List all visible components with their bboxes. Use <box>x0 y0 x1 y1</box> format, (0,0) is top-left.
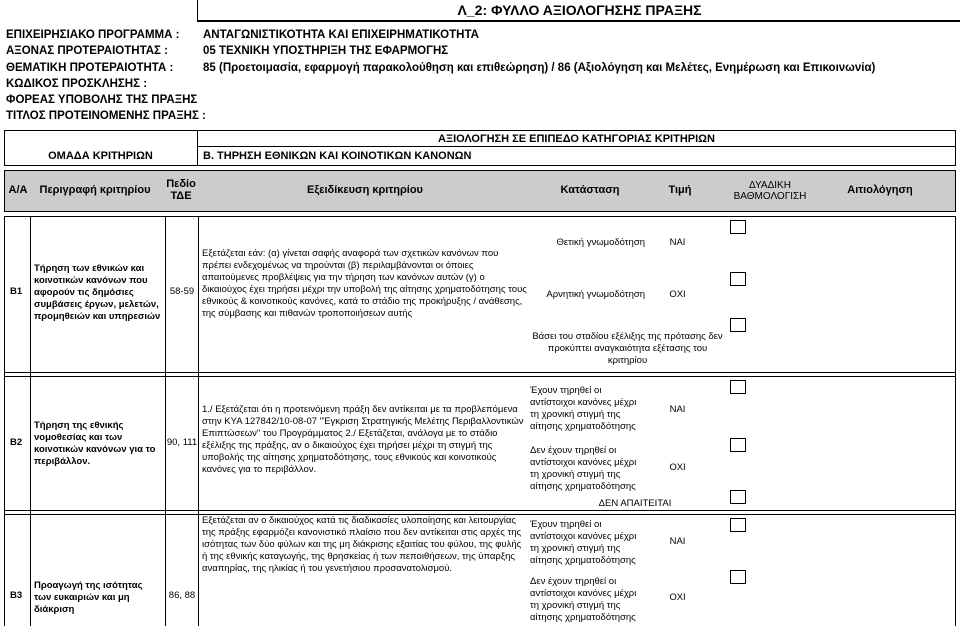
row-b3-status-not-kept: Δεν έχουν τηρηθεί οι αντίστοιχοι κανόνες μέχρι τη χρονική στιγμή της αίτησης χρηματοδότησης <box>530 576 637 623</box>
col-aa: Α/Α <box>8 184 28 196</box>
meta-label-axis: ΑΞΟΝΑΣ ΠΡΟΤΕΡΑΙΟΤΗΤΑΣ : <box>6 45 168 57</box>
row-b1-value-no: ΟΧΙ <box>669 289 686 300</box>
row-b1-status-negative: Αρνητική γνωμοδότηση <box>546 289 645 300</box>
row-b2-status-kept: Έχουν τηρηθεί οι αντίστοιχοι κανόνες μέχρι τη χρονική στιγμή της αίτησης χρηματοδότησης <box>530 385 637 432</box>
col-status: Κατάσταση <box>560 184 620 196</box>
row-b3-value-no: ΟΧΙ <box>669 592 686 603</box>
col-binary-score: ΔΥΑΔΙΚΗ ΒΑΘΜΟΛΟΓΙΣΗ <box>733 180 807 202</box>
row-b1-status-positive: Θετική γνωμοδότηση <box>556 237 645 248</box>
row-b2-value-yes: ΝΑΙ <box>669 404 686 415</box>
row-b1-checkbox-na[interactable] <box>730 318 746 332</box>
row-b1-code: Β1 <box>10 286 23 297</box>
col-field: Πεδίο ΤΔΕ <box>166 178 196 202</box>
meta-label-title: ΤΙΤΛΟΣ ΠΡΟΤΕΙΝΟΜΕΝΗΣ ΠΡΑΞΗΣ : <box>6 110 206 122</box>
row-b3-description: Προαγωγή της ισότητας των ευκαιριών και μη διάκριση <box>34 580 143 615</box>
meta-value-axis: 05 ΤΕΧΝΙΚΗ ΥΠΟΣΤΗΡΙΞΗ ΤΗΣ ΕΦΑΡΜΟΓΗΣ <box>203 45 449 57</box>
row-b2-checkbox-na[interactable] <box>730 490 746 504</box>
row-b3-status-kept: Έχουν τηρηθεί οι αντίστοιχοι κανόνες μέχρι τη χρονική στιγμή της αίτησης χρηματοδότησης <box>530 519 637 566</box>
meta-label-program: ΕΠΙΧΕΙΡΗΣΙΑΚΟ ΠΡΟΓΡΑΜΜΑ : <box>6 29 180 41</box>
row-b3-code: Β3 <box>10 590 23 601</box>
row-b2-status-not-kept: Δεν έχουν τηρηθεί οι αντίστοιχοι κανόνες μέχρι τη χρονική στιγμή της αίτησης χρηματοδότησης <box>530 445 637 492</box>
row-b2-status-not-required: ΔΕΝ ΑΠΑΙΤΕΙΤΑΙ <box>598 498 672 509</box>
row-b3-checkbox-yes[interactable] <box>730 518 746 532</box>
group-label: ΟΜΑΔΑ ΚΡΙΤΗΡΙΩΝ <box>48 150 153 162</box>
row-b1-checkbox-no[interactable] <box>730 272 746 286</box>
row-b3-field: 86, 88 <box>168 590 196 601</box>
meta-label-body: ΦΟΡΕΑΣ ΥΠΟΒΟΛΗΣ ΤΗΣ ΠΡΑΞΗΣ <box>6 94 198 106</box>
row-b3-value-yes: ΝΑΙ <box>669 536 686 547</box>
row-b2-value-no: ΟΧΙ <box>669 462 686 473</box>
meta-value-theme: 85 (Προετοιμασία, εφαρμογή παρακολούθηση και επιθεώρηση) / 86 (Αξιολόγηση και Μελέτες, Ενημέρωση και Επικοινωνία) <box>203 62 876 74</box>
row-b1-field: 58-59 <box>169 286 195 297</box>
level-title: ΑΞΙΟΛΟΓΗΣΗ ΣΕ ΕΠΙΠΕΔΟ ΚΑΤΗΓΟΡΙΑΣ ΚΡΙΤΗΡΙΩΝ <box>438 133 715 145</box>
meta-label-call-code: ΚΩΔΙΚΟΣ ΠΡΟΣΚΛΗΣΗΣ : <box>6 78 148 90</box>
meta-value-program: ΑΝΤΑΓΩΝΙΣΤΙΚΟΤΗΤΑ ΚΑΙ ΕΠΙΧΕΙΡΗΜΑΤΙΚΟΤΗΤΑ <box>203 29 479 41</box>
row-b2-checkbox-no[interactable] <box>730 438 746 452</box>
col-description: Περιγραφή κριτηρίου <box>39 184 151 196</box>
row-b3-specification: Εξετάζεται αν ο δικαιούχος κατά τις διαδικασίες υλοποίησης και λειτουργίας της πράξης εφαρμόζει κανονιστικό πλαίσιο που δεν αντίκειται στις αρχές της ισότητας των δύο φύλων και της μη διάκρισης εξαιτίας του φύλου, της φυλής ή της εθνικής καταγωγής, της θρησκείας ή των πεποιθήσεων, της ύπαρξης αναπηρίας, της ηλικίας ή του γενετήσιου προσανατολισμού. <box>202 515 522 574</box>
row-b1-specification: Εξετάζεται εάν: (α) γίνεται σαφής αναφορά των σχετικών κανόνων που πρέπει ενδεχομένως να τηρούνται (β) περιλαμβάνονται οι όποιες απαιτούμενες προβλέψεις για την τήρηση των κανόνων αυτών (γ) ο δικαιούχος έχει τηρήσει μέχρι την υποβολή της αίτησης χρηματοδότησης τους εθνικούς & κοινοτικούς κανόνες, κατά το στάδιο της προκήρυξης / ανάθεσης, της σύμβασης και πιθανών τροποποιήσεων αυτής <box>202 248 527 319</box>
row-b2-specification: 1./ Εξετάζεται ότι η προτεινόμενη πράξη δεν αντίκειται με τα προβλεπόμενα στην ΚΥΑ 127842/10-08-07 "Έγκριση Στρατηγικής Μελέτης Περιβαλλοντικών Επιπτώσεων" του Προγράμματος 2./ Εξετάζεται, ανάλογα με το στάδιο εξέλιξης της πράξης, αν ο δικαιούχος έχει τηρήσει μέχρι τη στιγμή της υποβολής της αίτησης χρηματοδότησης, τους εθνικούς και κοινοτικούς κανόνες για το περιβάλλον. <box>202 404 524 475</box>
row-b2-code: Β2 <box>10 437 23 448</box>
row-b2-checkbox-yes[interactable] <box>730 380 746 394</box>
col-specification: Εξειδίκευση κριτηρίου <box>307 184 423 196</box>
col-value: Τιμή <box>668 184 692 196</box>
row-b1-description: Τήρηση των εθνικών και κοινοτικών κανόνων που αφορούν τις δημόσιες συμβάσεις έργων, μελετών, προμηθειών και υπηρεσιών <box>34 263 161 322</box>
row-b1-status-not-needed: Βάσει του σταδίου εξέλιξης της πρότασης δεν προκύπτει αναγκαιότητα εξέτασης του κριτηρίου <box>532 331 723 366</box>
row-b2-field: 90, 111 <box>166 437 198 448</box>
row-b1-checkbox-yes[interactable] <box>730 220 746 234</box>
category-name: Β. ΤΗΡΗΣΗ ΕΘΝΙΚΩΝ ΚΑΙ ΚΟΙΝΟΤΙΚΩΝ ΚΑΝΟΝΩΝ <box>203 150 472 162</box>
row-b2-description: Τήρηση της εθνικής νομοθεσίας και των κοινοτικών κανόνων για το περιβάλλον. <box>34 420 156 467</box>
col-justification: Αιτιολόγηση <box>847 184 913 196</box>
sheet-title: Λ_2: ΦΥΛΛΟ ΑΞΙΟΛΟΓΗΣΗΣ ΠΡΑΞΗΣ <box>197 0 960 22</box>
meta-label-theme: ΘΕΜΑΤΙΚΗ ΠΡΟΤΕΡΑΙΟΤΗΤΑ : <box>6 62 174 74</box>
row-b1-value-yes: ΝΑΙ <box>669 237 686 248</box>
row-b3-checkbox-no[interactable] <box>730 570 746 584</box>
